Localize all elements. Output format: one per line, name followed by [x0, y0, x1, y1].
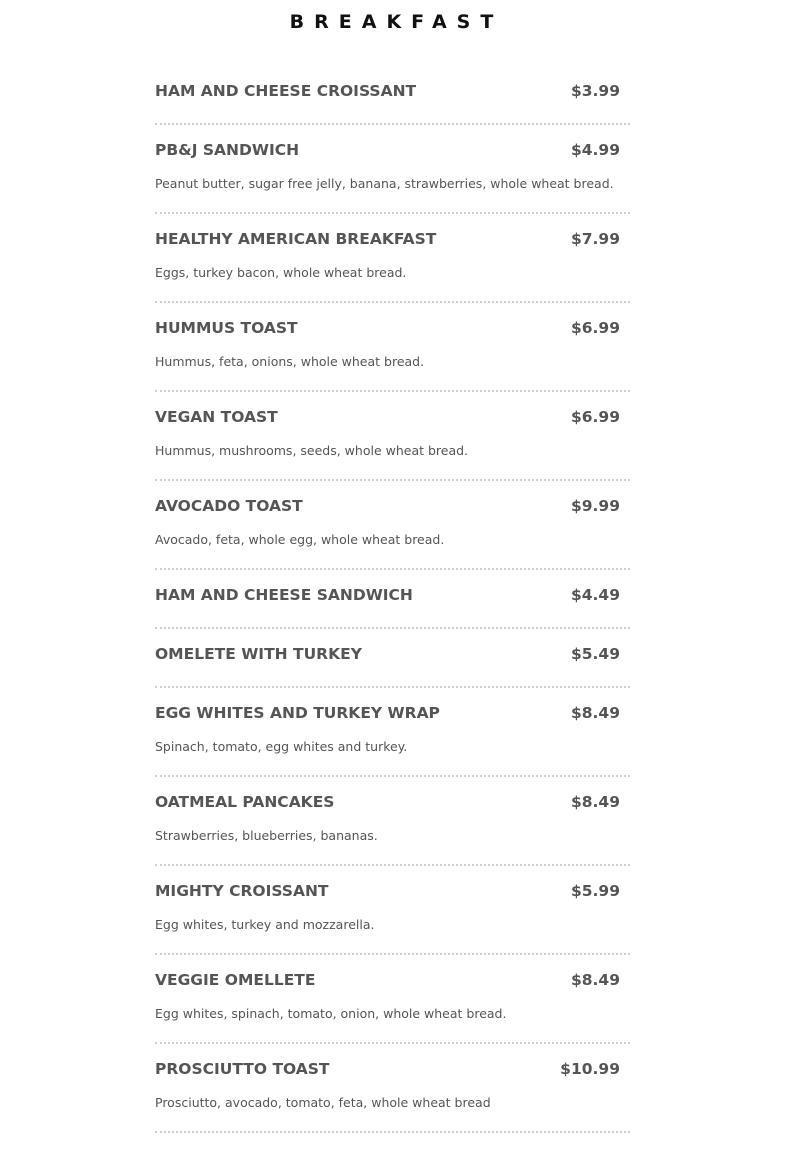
menu-item-name: HAM AND CHEESE CROISSANT: [155, 82, 417, 100]
menu-item-price: $9.99: [570, 497, 620, 515]
menu-item-description: Egg whites, turkey and mozzarella.: [155, 917, 375, 932]
menu-item-description: Avocado, feta, whole egg, whole wheat bread.: [155, 532, 445, 547]
menu-item: [155, 303, 630, 392]
menu-item-row: [155, 228, 620, 250]
menu-item-description: Strawberries, blueberries, bananas.: [155, 828, 378, 843]
menu-item-row: [155, 791, 620, 813]
menu-item-row: [155, 1058, 620, 1080]
menu-item-price: $5.49: [570, 645, 620, 663]
menu-item-description: Egg whites, spinach, tomato, onion, whole wheat bread.: [155, 1006, 507, 1021]
menu-item: [155, 66, 630, 125]
menu-item-row: [155, 406, 620, 428]
menu-item-row: [155, 702, 620, 724]
menu-item-price: $3.99: [570, 82, 620, 100]
menu-item: [155, 688, 630, 777]
menu-item-name: HUMMUS TOAST: [155, 319, 298, 337]
menu-item-row: [155, 80, 620, 102]
menu-item-name: OMELETE WITH TURKEY: [155, 645, 362, 663]
menu-item: [155, 570, 630, 629]
menu-title: BREAKFAST: [289, 11, 504, 33]
menu-item: [155, 481, 630, 570]
menu-item: [155, 214, 630, 303]
menu-item-price: $4.49: [570, 586, 620, 604]
menu-item-name: VEGAN TOAST: [155, 408, 278, 426]
menu-item-description: Spinach, tomato, egg whites and turkey.: [155, 739, 408, 754]
menu-item-row: [155, 139, 620, 161]
menu-item: [155, 125, 630, 214]
menu-item-description: Peanut butter, sugar free jelly, banana, strawberries, whole wheat bread.: [155, 176, 614, 191]
menu-item-name: HEALTHY AMERICAN BREAKFAST: [155, 230, 437, 248]
menu-list: [155, 66, 630, 1133]
menu-item-name: OATMEAL PANCAKES: [155, 793, 335, 811]
menu-item-price: $8.49: [570, 971, 620, 989]
menu-item: [155, 777, 630, 866]
menu-item-price: $6.99: [570, 408, 620, 426]
menu-item-price: $8.49: [570, 793, 620, 811]
menu-item-price: $5.99: [570, 882, 620, 900]
menu-item-row: [155, 495, 620, 517]
menu-item-price: $8.49: [570, 704, 620, 722]
menu-item-name: VEGGIE OMELLETE: [155, 971, 316, 989]
menu-item-name: AVOCADO TOAST: [155, 497, 303, 515]
menu-item: [155, 955, 630, 1044]
menu-item-description: Hummus, feta, onions, whole wheat bread.: [155, 354, 425, 369]
menu-item-price: $7.99: [570, 230, 620, 248]
menu-item-description: Eggs, turkey bacon, whole wheat bread.: [155, 265, 407, 280]
menu-item: [155, 1044, 630, 1133]
menu-item-row: [155, 317, 620, 339]
menu-item-name: MIGHTY CROISSANT: [155, 882, 329, 900]
menu-item-row: [155, 584, 620, 606]
menu-item-row: [155, 643, 620, 665]
menu-item-name: EGG WHITES AND TURKEY WRAP: [155, 704, 440, 722]
menu-item: [155, 392, 630, 481]
menu-item-price: $6.99: [570, 319, 620, 337]
menu-item-price: $10.99: [560, 1060, 620, 1078]
menu-item: [155, 866, 630, 955]
menu-item-name: HAM AND CHEESE SANDWICH: [155, 586, 413, 604]
menu-item-name: PB&J SANDWICH: [155, 141, 300, 159]
menu-item-row: [155, 969, 620, 991]
menu-item-description: Hummus, mushrooms, seeds, whole wheat bread.: [155, 443, 469, 458]
menu-item-description: Prosciutto, avocado, tomato, feta, whole wheat bread: [155, 1095, 491, 1110]
menu-item-price: $4.99: [570, 141, 620, 159]
menu-item-row: [155, 880, 620, 902]
menu-item-name: PROSCIUTTO TOAST: [155, 1060, 330, 1078]
menu-item: [155, 629, 630, 688]
